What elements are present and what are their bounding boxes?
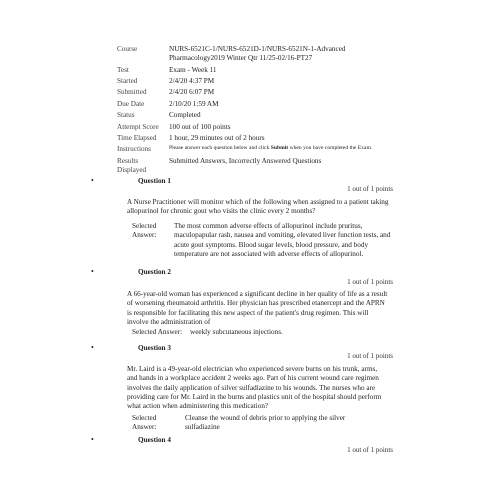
question-1-answer-label: Selected Answer: (132, 222, 157, 240)
question-bullet: • (91, 267, 94, 276)
started-value: 2/4/20 4:37 PM (169, 77, 215, 86)
time-elapsed-row (117, 134, 394, 145)
instructions-value (169, 145, 394, 156)
time-elapsed-value: 1 hour, 29 minutes out of 2 hours (169, 134, 265, 143)
test-label: Test (117, 65, 129, 74)
status-label: Status (117, 111, 135, 120)
results-displayed-label: Results Displayed (117, 156, 147, 175)
course-row (117, 45, 394, 66)
submitted-value: 2/4/20 6:07 PM (169, 88, 215, 97)
instructions-text-pre: Please answer each question below and click (169, 145, 271, 152)
instructions-submit-word: Submit (270, 145, 289, 152)
results-displayed-value: Submitted Answers, Incorrectly Answered Questions (169, 156, 322, 165)
question-2-title: Question 2 (138, 268, 171, 276)
question-1-points: 1 out of 1 points (347, 185, 393, 193)
status-value: Completed (169, 111, 201, 120)
status-row (117, 111, 394, 122)
due-date-label: Due Date (117, 99, 145, 108)
question-bullet: • (91, 343, 94, 352)
submitted-row (117, 88, 394, 99)
due-date-row (117, 100, 394, 111)
time-elapsed-label: Time Elapsed (117, 134, 157, 143)
question-2-selected-answer: weekly subcutaneous injections. (190, 328, 283, 336)
question-3-points: 1 out of 1 points (347, 352, 393, 360)
question-2-points: 1 out of 1 points (347, 278, 393, 286)
question-4-title: Question 4 (138, 436, 171, 444)
question-4-points: 1 out of 1 points (347, 446, 393, 454)
instructions-text-post: when you have completed the Exam. (288, 145, 373, 152)
question-2-text: A 66-year-old woman has experienced a significant decline in her quality of life as a result of worsening rheumatoid arthritis. Her physician has prescribed etanercept and the APRN is responsible for facilitating this new aspect of the patient's drug regimen. This will involve the administration of (127, 290, 388, 327)
course-value: NURS-6521C-1/NURS-6521D-1/NURS-6521N-1-Advanced Pharmacology2019 Winter Qtr 11/25-02/16-PT27 (169, 45, 346, 63)
question-3-title: Question 3 (138, 344, 171, 352)
test-row (117, 66, 394, 77)
attempt-score-label: Attempt Score (117, 122, 159, 131)
instructions-row (117, 145, 394, 156)
question-1-text: A Nurse Practitioner will monitor which of the following when assigned to a patient taking allopurinol for chronic gout who visits the clinic every 2 months? (127, 198, 389, 216)
results-displayed-row (117, 157, 394, 178)
question-1-title: Question 1 (138, 177, 171, 185)
test-info-table (117, 45, 394, 178)
question-2-answer-label: Selected Answer: (132, 328, 183, 336)
submitted-label: Submitted (117, 88, 147, 97)
started-row (117, 77, 394, 88)
instructions-label: Instructions (117, 145, 151, 154)
due-date-value: 2/10/20 1:59 AM (169, 99, 219, 108)
question-bullet: • (91, 435, 94, 444)
question-3-selected-answer: Cleanse the wound of debris prior to applying the silver sulfadiazine (185, 414, 346, 432)
question-3-answer-label: Selected Answer: (132, 414, 157, 432)
attempt-score-value: 100 out of 100 points (169, 122, 231, 131)
course-label: Course (117, 45, 138, 53)
attempt-score-row (117, 123, 394, 134)
test-value: Exam - Week 11 (169, 65, 217, 74)
question-1-selected-answer: The most common adverse effects of allopurinol include pruritus, maculopapular rash, nausea and vomiting, elevated liver function tests, and acute gout symptoms. Blood sugar levels, blood pressure, and body temperature are not associated with adverse effects of allopurinol. (174, 222, 391, 259)
started-label: Started (117, 77, 138, 86)
question-3-text: Mr. Laird is a 49-year-old electrician who experienced severe burns on his trunk, arms, and hands in a workplace accident 2 weeks ago. Part of his current wound care regimen involves the daily application of silver sulfadiazine to his wounds. The nurses who are providing care for Mr. Laird in the burns and plastics unit of the hospital should perform what action when administering this medication? (127, 365, 382, 411)
question-bullet: • (91, 176, 94, 185)
